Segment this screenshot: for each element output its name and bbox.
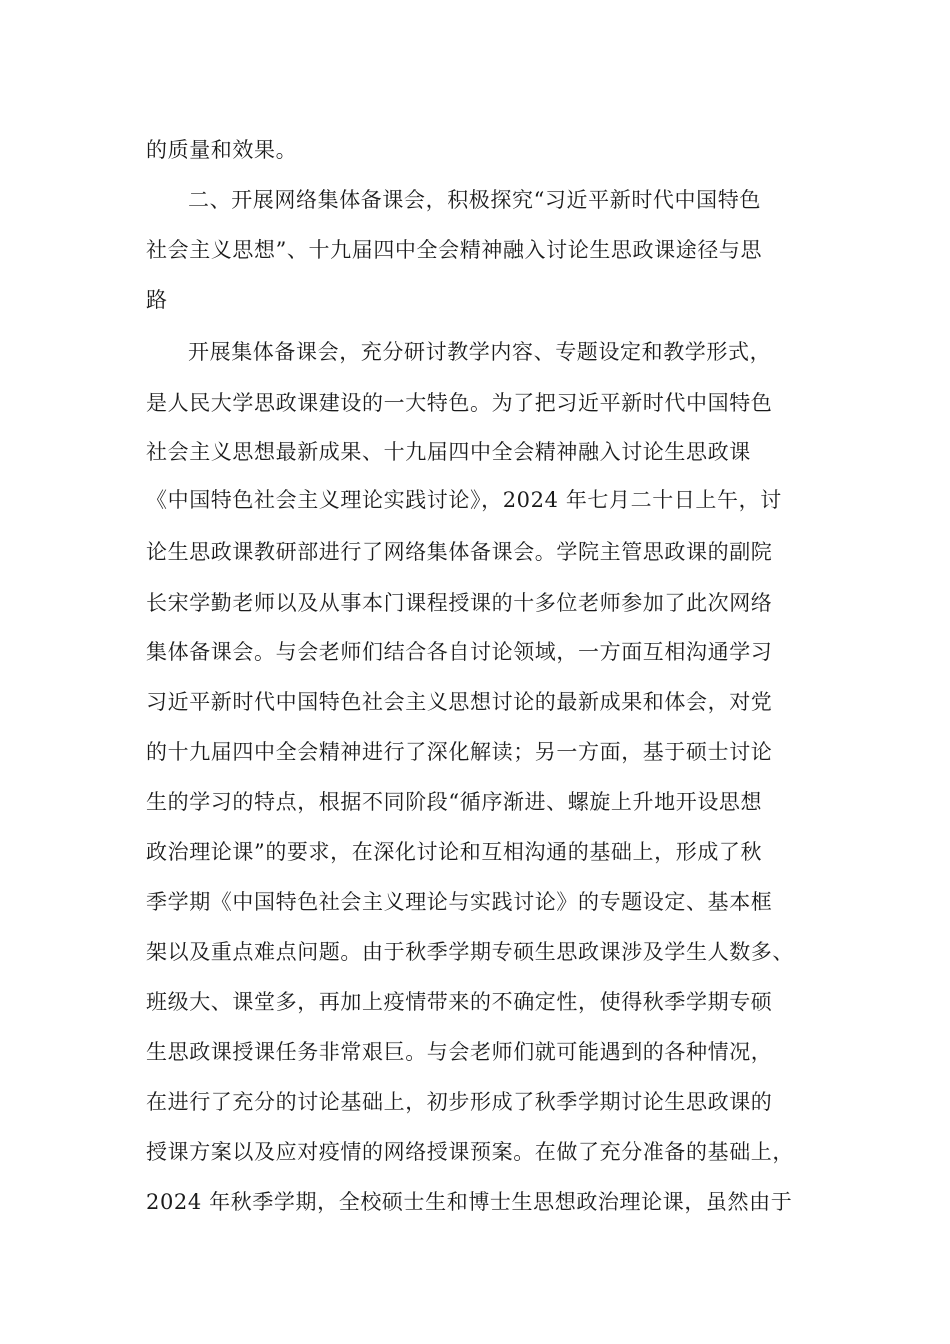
text-line: 在进行了充分的讨论基础上，初步形成了秋季学期讨论生思政课的 (146, 1090, 773, 1114)
text-line: 班级大、课堂多，再加上疫情带来的不确定性，使得秋季学期专硕 (146, 990, 773, 1014)
text-line: 长宋学勤老师以及从事本门课程授课的十多位老师参加了此次网络 (146, 591, 773, 615)
text-line: 论生思政课教研部进行了网络集体备课会。学院主管思政课的副院 (146, 540, 773, 564)
text-line: 习近平新时代中国特色社会主义思想讨论的最新成果和体会，对党 (146, 690, 773, 714)
section-heading-line: 社会主义思想”、十九届四中全会精神融入讨论生思政课途径与思 (146, 238, 763, 262)
section-heading-line: 二、开展网络集体备课会，积极探究“习近平新时代中国特色 (188, 188, 761, 212)
text-line: 的质量和效果。 (146, 138, 298, 162)
section-heading-line: 路 (146, 288, 168, 312)
text-line: 生思政课授课任务非常艰巨。与会老师们就可能遇到的各种情况， (146, 1040, 773, 1064)
text-line: 季学期《中国特色社会主义理论与实践讨论》的专题设定、基本框 (146, 890, 773, 914)
text-line: 的十九届四中全会精神进行了深化解读；另一方面，基于硕士讨论 (146, 740, 773, 764)
text-line: 《中国特色社会主义理论实践讨论》，2024 年七月二十日上午，讨 (146, 488, 782, 512)
text-line: 授课方案以及应对疫情的网络授课预案。在做了充分准备的基础上， (146, 1140, 794, 1164)
text-line: 2024 年秋季学期，全校硕士生和博士生思想政治理论课，虽然由于 (146, 1190, 793, 1214)
text-line: 生的学习的特点，根据不同阶段“循序渐进、螺旋上升地开设思想 (146, 790, 763, 814)
text-line: 集体备课会。与会老师们结合各自讨论领域，一方面互相沟通学习 (146, 640, 773, 664)
text-line: 是人民大学思政课建设的一大特色。为了把习近平新时代中国特色 (146, 391, 773, 415)
text-line: 政治理论课”的要求，在深化讨论和互相沟通的基础上，形成了秋 (146, 840, 763, 864)
text-line: 开展集体备课会，充分研讨教学内容、专题设定和教学形式， (188, 340, 772, 364)
text-line: 架以及重点难点问题。由于秋季学期专硕生思政课涉及学生人数多、 (146, 940, 794, 964)
text-line: 社会主义思想最新成果、十九届四中全会精神融入讨论生思政课 (146, 440, 751, 464)
